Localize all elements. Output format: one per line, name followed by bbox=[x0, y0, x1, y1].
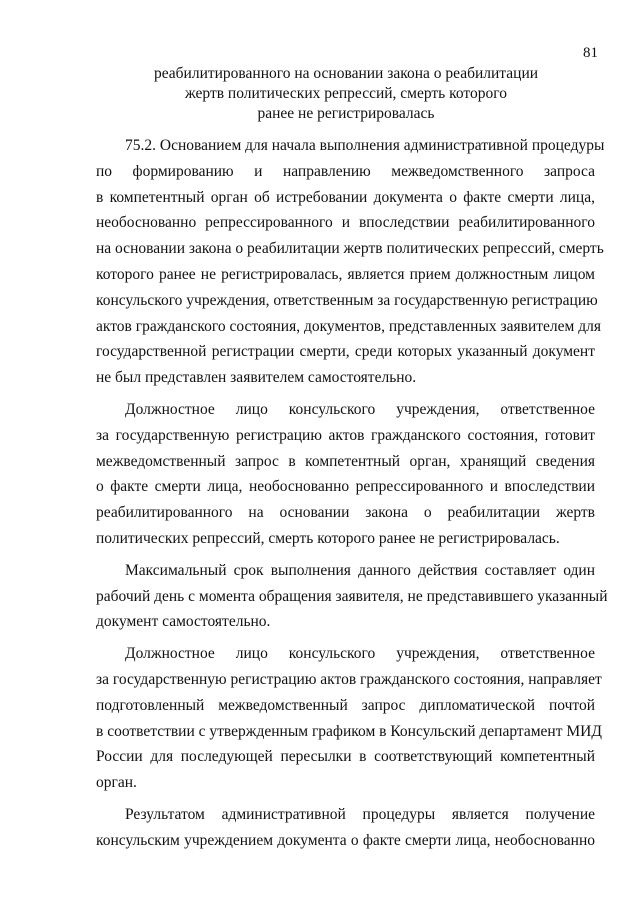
text-line: документ самостоятельно. bbox=[96, 613, 271, 631]
paragraph-result bbox=[96, 802, 595, 854]
page-number: 81 bbox=[583, 45, 598, 61]
document-body bbox=[96, 133, 608, 860]
text-line: необоснованно репрессированного и впоследствии реабилитированного bbox=[96, 214, 595, 232]
text-line: не был представлен заявителем самостоятельно. bbox=[96, 369, 417, 387]
heading-line: ранее не регистрировалась bbox=[257, 105, 435, 122]
paragraph-sends-request bbox=[96, 641, 602, 796]
text-line: консульским учреждением документа о факте смерти лица, необоснованно bbox=[96, 831, 595, 849]
text-line: государственной регистрации смерти, среди которых указанный документ bbox=[96, 343, 595, 361]
text-line: межведомственный запрос в компетентный орган, хранящий сведения bbox=[96, 452, 595, 470]
text-line: за государственную регистрацию актов гражданского состояния, направляет bbox=[96, 670, 602, 688]
text-line: подготовленный межведомственный запрос дипломатической почтой bbox=[96, 696, 595, 714]
text-line: 75.2. Основанием для начала выполнения административной процедуры bbox=[125, 137, 605, 154]
text-line: в соответствии с утвержденным графиком в Консульский департамент МИД bbox=[96, 722, 602, 740]
text-line: России для последующей пересылки в соответствующий компетентный bbox=[96, 748, 595, 766]
text-line: по формированию и направлению межведомственного запроса bbox=[96, 162, 595, 180]
text-line: Максимальный срок выполнения данного действия составляет один bbox=[125, 561, 595, 579]
heading-line: реабилитированного на основании закона о реабилитации bbox=[153, 65, 539, 82]
text-line: политических репрессий, смерть которого ранее не регистрировалась. bbox=[96, 529, 560, 547]
section-heading bbox=[96, 64, 596, 124]
paragraph-max-duration bbox=[96, 558, 608, 635]
text-line: Результатом административной процедуры является получение bbox=[125, 805, 595, 823]
text-line: консульского учреждения, ответственным за государственную регистрацию bbox=[96, 291, 598, 309]
text-line: о факте смерти лица, необоснованно репрессированного и впоследствии bbox=[96, 478, 595, 496]
text-line: рабочий день с момента обращения заявителя, не представившего указанный bbox=[96, 587, 608, 605]
paragraph-75-2 bbox=[96, 133, 605, 391]
text-line: реабилитированного на основании закона о реабилитации жертв bbox=[96, 504, 595, 522]
text-line: актов гражданского состояния, документов, представленных заявителем для bbox=[96, 317, 601, 335]
paragraph-prepares-request bbox=[96, 397, 595, 552]
text-line: на основании закона о реабилитации жертв политических репрессий, смерть bbox=[96, 240, 604, 258]
text-line: орган. bbox=[96, 774, 137, 792]
text-line: в компетентный орган об истребовании документа о факте смерти лица, bbox=[96, 188, 595, 206]
text-line: которого ранее не регистрировалась, является прием должностным лицом bbox=[96, 265, 595, 283]
heading-line: жертв политических репрессий, смерть которого bbox=[185, 85, 507, 102]
text-line: за государственную регистрацию актов гражданского состояния, готовит bbox=[96, 426, 595, 444]
text-line: Должностное лицо консульского учреждения, ответственное bbox=[125, 400, 595, 418]
text-line: Должностное лицо консульского учреждения, ответственное bbox=[125, 645, 595, 663]
